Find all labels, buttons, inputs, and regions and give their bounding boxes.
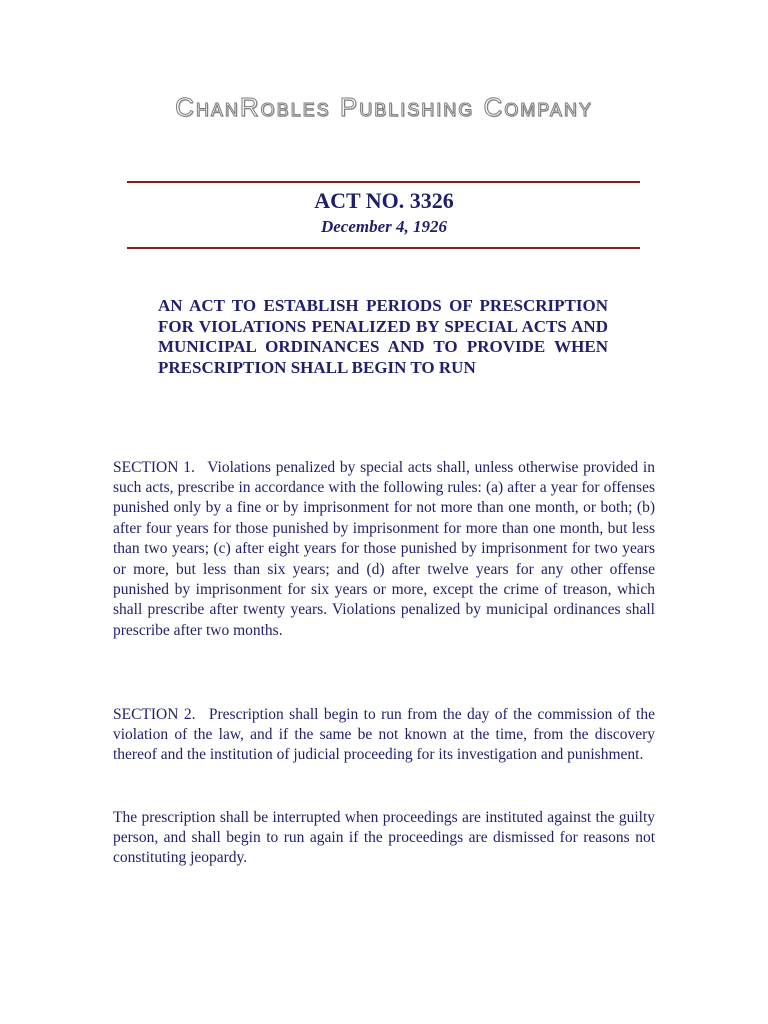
act-heading: AN ACT TO ESTABLISH PERIODS OF PRESCRIPTION FOR VIOLATIONS PENALIZED BY SPECIAL ACTS AND MUNICIPAL ORDINANCES AND TO PROVIDE WHEN PRESCRIPTION SHALL BEGIN TO RUN — [158, 296, 608, 377]
section-1-text: Violations penalized by special acts shall, unless otherwise provided in such acts, prescribe in accordance with the following rules: (a) after a year for offenses punished only by a fine or by imprisonment for not more than one month, or both; (b) after four years for those punished by imprisonment for more than one month, but less than two years; (c) after eight years for those punished by imprisonment for two years or more, but less than six years; and (d) after twelve years for any other offense punished by imprisonment for six years or more, except the crime of treason, which shall prescribe after twenty years. Violations penalized by municipal ordinances shall prescribe after two months. — [113, 458, 655, 639]
bottom-divider — [127, 247, 640, 249]
top-divider — [127, 181, 640, 183]
section-2-text: Prescription shall begin to run from the day of the commission of the violation of the law, and if the same be not known at the time, from the discovery thereof and the institution of judicial proceeding for its investigation and punishment. — [113, 705, 655, 764]
section-2-label: SECTION 2. — [113, 705, 196, 723]
section-1-label: SECTION 1. — [113, 458, 195, 476]
closing-paragraph: The prescription shall be interrupted when proceedings are instituted against the guilty person, and shall begin to run again if the proceedings are dismissed for reasons not constituting jeopardy. — [113, 808, 655, 867]
publisher-name: ChanRobles Publishing Company — [175, 92, 593, 122]
section-2-paragraph — [113, 705, 655, 766]
section-1-paragraph — [113, 458, 655, 642]
act-date: December 4, 1926 — [320, 217, 448, 236]
act-title: ACT NO. 3326 — [314, 188, 454, 213]
